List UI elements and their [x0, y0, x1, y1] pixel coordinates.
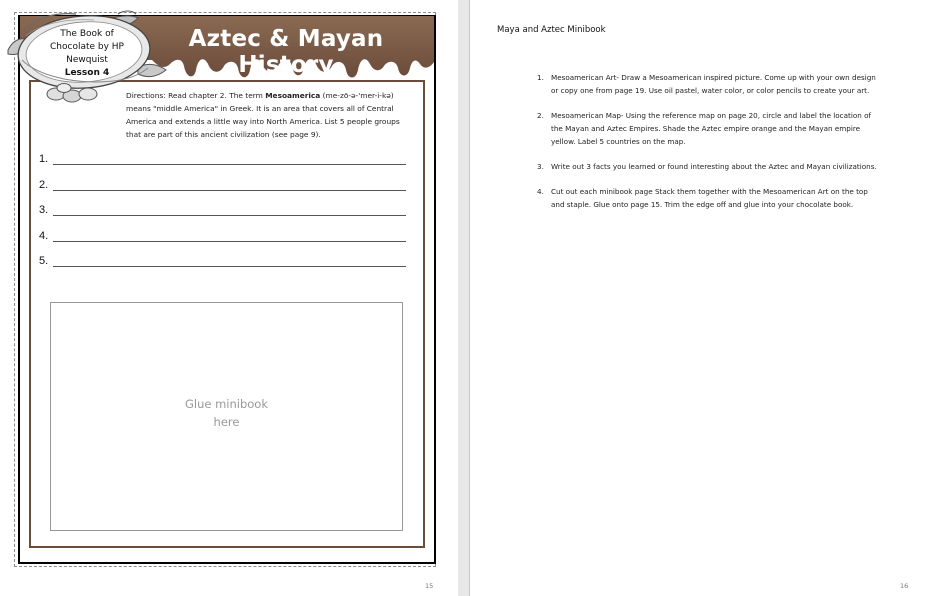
instruction-number: 4. — [537, 187, 544, 197]
answer-rule — [53, 190, 406, 191]
instruction-item — [537, 161, 877, 174]
answer-number: 5. — [39, 255, 49, 267]
page-number-left: 15 — [425, 582, 434, 590]
page-title: Aztec & Mayan History — [188, 26, 384, 78]
minibook-header: Maya and Aztec Minibook — [497, 25, 606, 35]
instruction-number: 2. — [537, 111, 544, 121]
glue-minibook-box — [50, 302, 403, 531]
directions-text — [126, 89, 416, 141]
book-title-line: The Book of — [60, 29, 114, 39]
instruction-item — [537, 110, 877, 148]
cocoa-beans-icon — [46, 82, 102, 104]
answer-number: 3. — [39, 204, 49, 216]
answer-rule — [53, 164, 406, 165]
instruction-item — [537, 72, 877, 98]
page-number-right: 16 — [900, 582, 909, 590]
instruction-text: Mesoamerican Map- Using the reference map on page 20, circle and label the location of the Mayan and Aztec Empires. Shade the Aztec empire orange and the Mayan empire yellow. Label 5 countries on the map. — [551, 111, 872, 146]
instruction-text: Mesoamerican Art- Draw a Mesoamerican inspired picture. Come up with your own design or copy one from page 19. Use oil pastel, water color, or color pencils to create your art. — [551, 73, 876, 95]
book-title-line: Newquist — [66, 55, 108, 65]
term-mesoamerica: Mesoamerica — [265, 91, 321, 100]
answer-rule — [53, 215, 406, 216]
answer-number: 1. — [39, 153, 49, 165]
answer-rule — [53, 266, 406, 267]
book-title — [44, 28, 130, 80]
instruction-text: Cut out each minibook page Stack them together with the Mesoamerican Art on the top and staple. Glue onto page 15. Trim the edge off and glue into your chocolate book. — [551, 187, 868, 210]
answer-number: 2. — [39, 179, 49, 191]
answer-number: 4. — [39, 230, 49, 242]
directions-part1: Directions: Read chapter 2. The term — [126, 91, 266, 100]
instruction-number: 3. — [537, 161, 544, 171]
instruction-number: 1. — [537, 73, 544, 82]
instruction-item — [537, 186, 877, 212]
glue-label — [51, 395, 402, 431]
answer-rule — [53, 241, 406, 242]
right-page — [470, 0, 933, 596]
book-title-line: Chocolate by HP — [50, 42, 124, 52]
instruction-text: Write out 3 facts you learned or found interesting about the Aztec and Mayan civilizations. — [551, 161, 877, 171]
glue-label-line: Glue minibook — [184, 397, 269, 411]
instructions-list — [537, 72, 877, 224]
directions-part2: (me-zō-ə-'mer-i-kə) means "middle America" in Greek. It is an area that covers all of Central America and extends a little way into North America. List 5 people groups that are part of this ancient civilization (see page 9). — [126, 91, 400, 139]
lesson-label: Lesson 4 — [64, 68, 110, 78]
left-page — [0, 0, 458, 596]
glue-label-line: here — [213, 415, 240, 429]
